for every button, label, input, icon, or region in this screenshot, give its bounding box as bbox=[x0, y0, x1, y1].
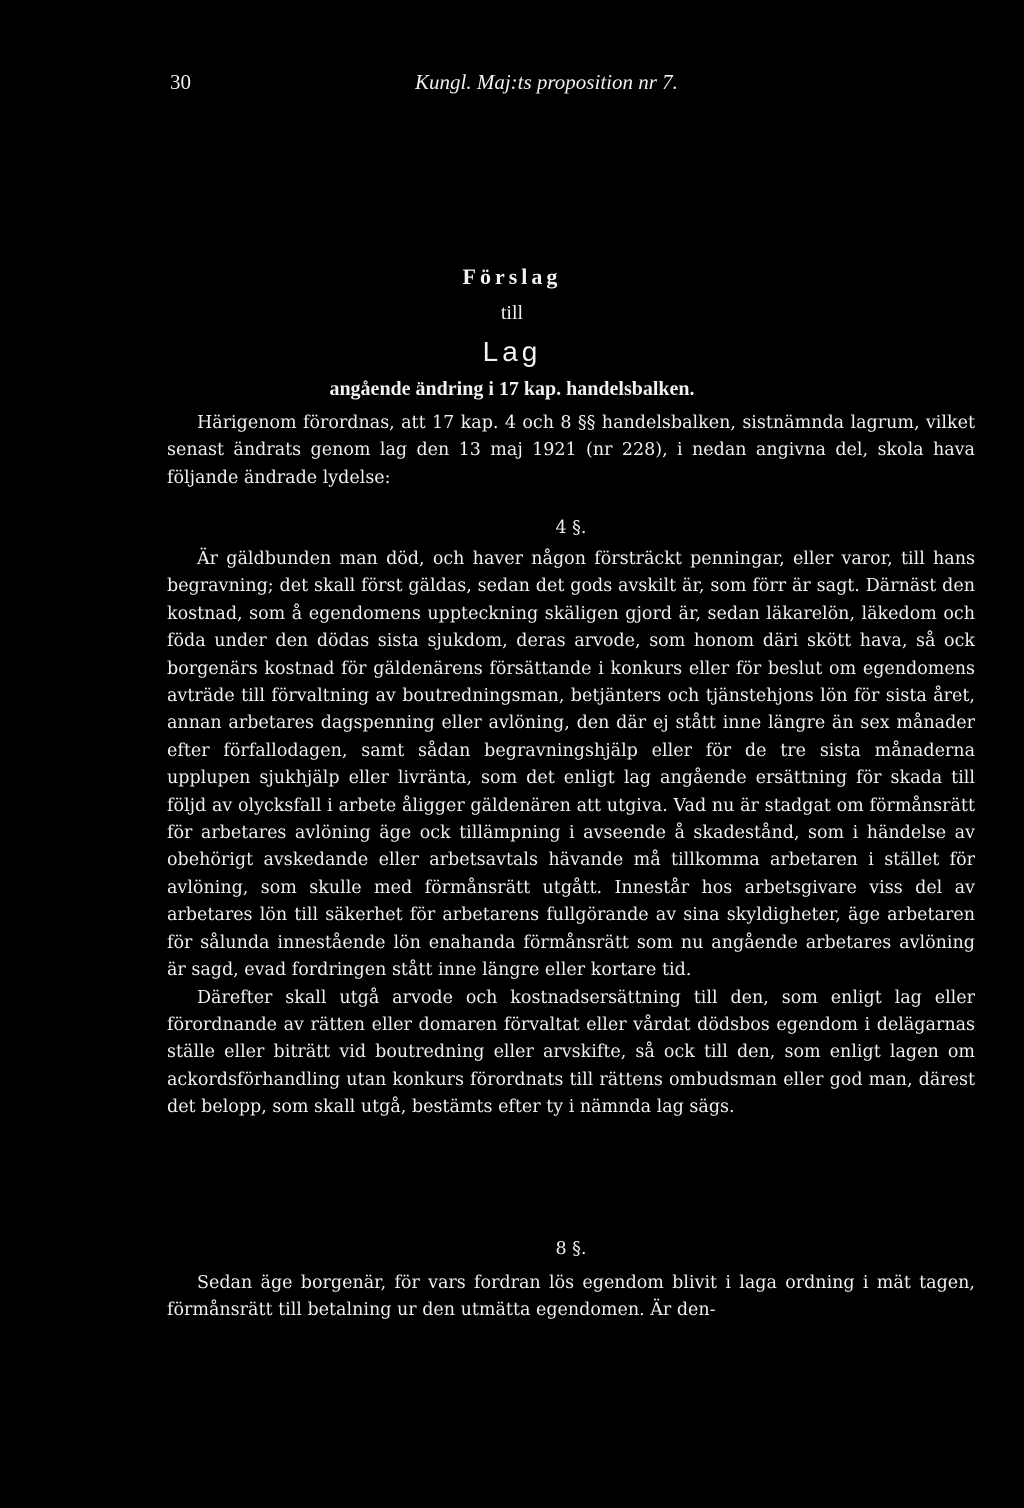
section-4-heading-block bbox=[167, 515, 975, 542]
section-4-label: 4 §. bbox=[555, 518, 587, 538]
heading-subtitle: angående ändring i 17 kap. handelsbalken. bbox=[329, 378, 695, 400]
running-header bbox=[170, 70, 728, 102]
section-4-paragraph-2: Därefter skall utgå arvode och kostnadsersättning till den, som enligt lag eller förordnande av rätten eller domaren förvaltat eller vårdat dödsbos egendom i delägarnas ställe eller biträtt vid boutredning eller arvskifte, så ock till den, som enligt lagen om ackordsförhandling utan konkurs förordnats till rättens ombudsman eller god man, därest det belopp, som skall utgå, bestämts efter ty i nämnda lag sägs. bbox=[167, 987, 975, 1118]
running-title: Kungl. Maj:ts proposition nr 7. bbox=[415, 70, 678, 94]
heading-title: Förslag bbox=[462, 264, 562, 289]
section-4-body bbox=[167, 546, 975, 1122]
page-number: 30 bbox=[170, 70, 191, 94]
section-4-paragraph-1: Är gäldbunden man död, och haver någon försträckt penningar, eller varor, till hans begravning; det skall först gäldas, sedan det gods avskilt är, som förr är sagt. Därnäst den kostnad, som å egendomens uppteckning skäligen gjord är, sedan läkarelön, läkedom och föda under den dödas sista sjukdom, deras arvode, som honom däri skött hava, så ock borgenärs kostnad för gäldenärens försättande i konkurs eller för beslut om egendomens avträde till förvaltning av boutredningsman, betjänters och tjänstehjons lön för sista året, annan arbetares dagspenning eller avlöning, den där ej stått inne längre än sex månader efter förfallodagen, samt sådan begravningshjälp eller för de tre sista månaderna upplupen sjukhjälp eller livränta, som det enligt lag angående ersättning för skada till följd av olycksfall i arbete åligger gäldenären att utgiva. Vad nu är stadgat om förmånsrätt för arbetares avlöning äge ock tillämpning i avseende å skadestånd, som i händelse av obehörigt avskedande eller arbetsavtals hävande må tillkomma arbetaren i stället för avlöning, som skulle med förmånsrätt utgått. Innestår hos arbetsgivare viss del av arbetares lön till säkerhet för arbetarens fullgörande av sina skyldigheter, äge arbetaren för sålunda innestående lön enahanda förmånsrätt som nu angående arbetares avlöning är sagd, evad fordringen stått inne längre eller kortare tid. bbox=[167, 549, 975, 981]
section-8-paragraph-1: Sedan äge borgenär, för vars fordran lös egendom blivit i laga ordning i mät tagen, förmånsrätt till betalning ur den utmätta egendomen. Är den- bbox=[167, 1273, 975, 1321]
intro-paragraph: Härigenom förordnas, att 17 kap. 4 och 8 §§ handelsbalken, sistnämnda lagrum, vilket senast ändrats genom lag den 13 maj 1921 (nr 228), i nedan angivna del, skola hava följande ändrade lydelse: bbox=[167, 413, 975, 488]
section-8-label: 8 §. bbox=[555, 1239, 587, 1259]
section-8-body bbox=[167, 1270, 975, 1325]
heading-lag: Lag bbox=[482, 336, 542, 367]
heading-till: till bbox=[500, 302, 524, 324]
intro-block bbox=[167, 410, 975, 492]
section-8-heading-block bbox=[167, 1236, 975, 1263]
document-heading bbox=[0, 262, 1024, 404]
